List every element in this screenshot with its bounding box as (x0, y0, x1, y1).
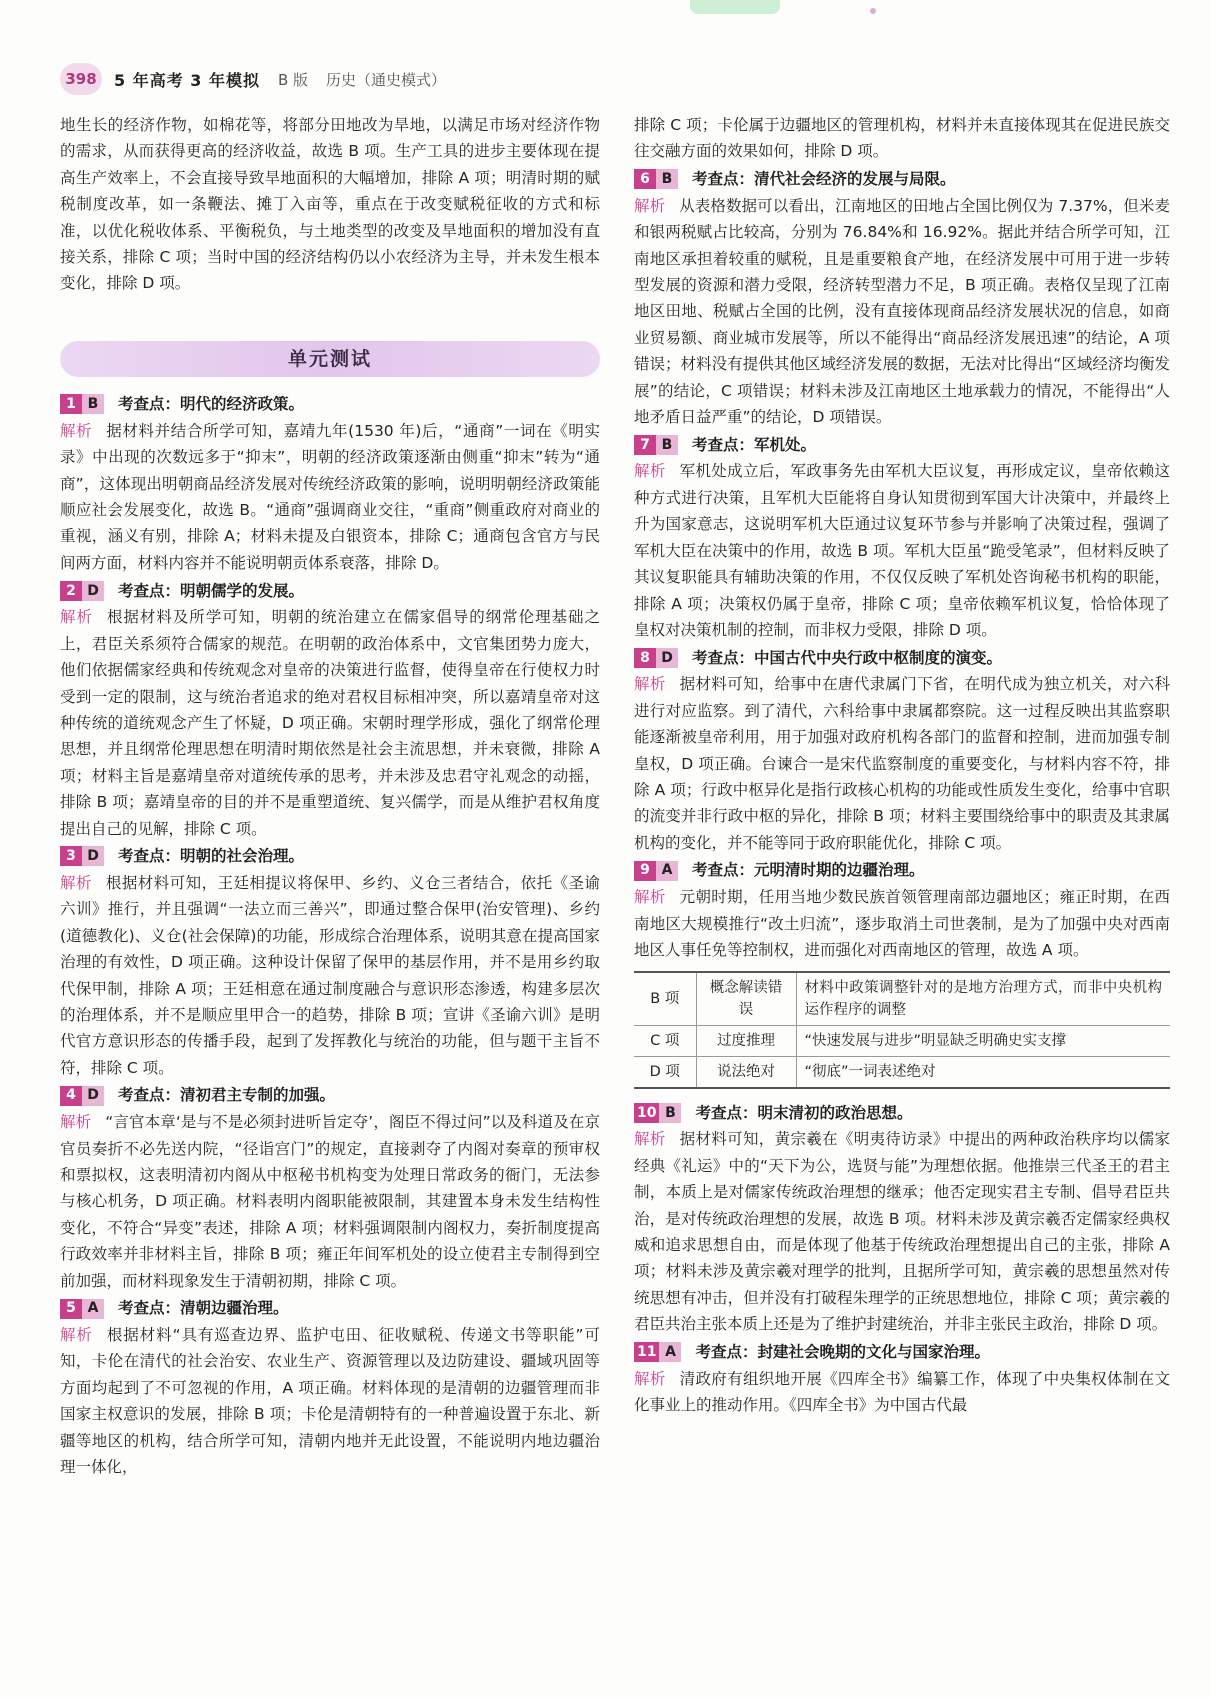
question-topic: 明末清初的政治思想。 (757, 1103, 913, 1122)
answer-letter: D (82, 846, 104, 866)
book-title: 5 年高考 3 年模拟 (114, 70, 260, 90)
continued-answer-text: 地生长的经济作物，如棉花等，将部分田地改为旱地，以满足市场对经济作物的需求，从而获得更高的经济收益，故选 B 项。生产工具的进步主要体现在提高生产效率上，不会直接导致旱地面积的大幅增加，排除 A 项；明清时期的赋税制度改革，如一条鞭法、摊丁入亩等，重点在于改变赋税征收的方式和标准，以优化税收体系、平衡税负，与土地类型的改变及旱地面积的增加没有直接关系，排除 C 项；当时中国的经济结构仍以小农经济为主导，并未发生根本变化，排除 D 项。 (60, 116, 600, 293)
table-row (634, 1026, 1170, 1057)
kaochadian-label: 考查点： (692, 170, 755, 189)
question-header (60, 1082, 600, 1109)
page-header (60, 62, 446, 96)
explanation-text: 根据材料及所学可知，明朝的统治建立在儒家倡导的纲常伦理基础之上，君臣关系须符合儒家的规范。在明朝的政治体系中，文官集团势力庞大，他们依据儒家经典和传统观念对皇帝的决策进行监督，使得皇帝在行使权力时受到一定的限制，这与统治者追求的绝对君权目标相冲突，所以嘉靖皇帝对这种传统的道统观念产生了怀疑，D 项正确。宋朝时理学形成，强化了纲常伦理思想，并且纲常伦理思想在明清时期依然是社会主流思想，并未衰微，排除 A 项；材料主旨是嘉靖皇帝对道统传承的思考，并未涉及忠君守礼观念的动摇，排除 B 项；嘉靖皇帝的目的并不是重塑道统、复兴儒学，而是从维护君权角度提出自己的见解，排除 C 项。 (60, 608, 600, 838)
jiexi-label: 解析 (60, 1113, 92, 1132)
question-number: 4 (60, 1086, 82, 1106)
explanation-paragraph (634, 671, 1170, 856)
answer-letter: D (82, 581, 104, 601)
answer-block (60, 391, 600, 576)
edition-label: B 版 (277, 70, 309, 89)
left-column (60, 112, 600, 1480)
explanation-paragraph (634, 1366, 1170, 1419)
question-header (60, 1295, 600, 1322)
kaochadian-label: 考查点： (118, 395, 181, 414)
question-number: 8 (634, 648, 656, 668)
explanation-text: “言官本章‘是与不是必须封进听旨定夺’，阁臣不得过问”以及科道及在京官员奏折不必先送内院，“径诣宫门”的规定，直接剥夺了内阁对奏章的预审权和票拟权，这表明清初内阁从中枢秘书机构变为处理日常政务的衙门，无法参与核心机务，D 项正确。材料表明内阁职能被限制，其建置本身未发生结构性变化，不符合“异变”表述，排除 A 项；材料强调限制内阁权力，奏折制度提高行政效率并非材料主旨，排除 B 项；雍正年间军机处的设立使君主专制得到空前加强，而材料现象发生于清朝初期，排除 C 项。 (60, 1113, 600, 1290)
jiexi-label: 解析 (60, 608, 93, 627)
option-analysis-table (634, 971, 1170, 1089)
page-number-badge: 398 (60, 63, 102, 95)
answer-letter: A (656, 861, 678, 881)
answer-letter: A (659, 1342, 681, 1362)
jiexi-label: 解析 (634, 1130, 666, 1149)
jiexi-label: 解析 (60, 421, 93, 440)
question-header (634, 166, 1170, 193)
jiexi-label: 解析 (634, 462, 666, 481)
question-header (634, 1339, 1170, 1366)
explanation-paragraph (60, 604, 600, 842)
kaochadian-label: 考查点： (692, 648, 755, 667)
table-cell-option: D 项 (634, 1057, 696, 1089)
explanation-paragraph (60, 418, 600, 576)
question-topic: 明朝的社会治理。 (180, 847, 305, 866)
answer-letter: B (656, 169, 678, 189)
jiexi-label: 解析 (60, 873, 92, 892)
question-header (634, 857, 1170, 884)
explanation-paragraph (634, 458, 1170, 643)
explanation-paragraph (634, 1126, 1170, 1337)
question-header (634, 644, 1170, 671)
question-number: 9 (634, 861, 656, 881)
unit-test-banner: 单元测试 (60, 341, 600, 377)
answer-letter: B (659, 1103, 681, 1123)
explanation-text: 根据材料可知，王廷相提议将保甲、乡约、义仓三者结合，依托《圣谕六训》推行，并且强调“一法立而三善兴”，即通过整合保甲(治安管理)、乡约(道德教化)、义仓(社会保障)的功能，形成综合治理体系，说明其意在提高国家治理的有效性，D 项正确。这种设计保留了保甲的基层作用，并不是用乡约取代保甲制，排除 A 项；王廷相意在通过制度融合与意识形态渗透，构建多层次的治理体系，并不是顺应里甲合一的趋势，排除 B 项；宣讲《圣谕六训》是明代官方意识形态的传播手段，起到了发挥教化与统治的功能，但与题干主旨不符，排除 C 项。 (60, 873, 600, 1077)
explanation-text: 清政府有组织地开展《四库全书》编纂工作，体现了中央集权体制在文化事业上的推动作用。《四库全书》为中国古代最 (634, 1369, 1170, 1415)
answer-block (60, 843, 600, 1081)
kaochadian-label: 考查点： (118, 1299, 181, 1318)
jiexi-label: 解析 (60, 1326, 93, 1345)
kaochadian-label: 考查点： (695, 1342, 758, 1361)
explanation-text: 据材料可知，黄宗羲在《明夷待访录》中提出的两种政治秩序均以儒家经典《礼运》中的“天下为公，选贤与能”为理想依据。他推崇三代圣王的君主制，本质上是对儒家传统政治理想的继承；他否定现实君主专制、倡导君臣共治，是对传统政治理想的发展，故选 B 项。材料未涉及黄宗羲否定儒家经典权威和追求思想自由，而是体现了他基于传统政治理想提出自己的主张，排除 A 项；材料未涉及黄宗羲对理学的批判，且据所学可知，黄宗羲的思想虽然对传统思想有冲击，但并没有打破程朱理学的正统思想地位，排除 C 项；黄宗羲的君臣共治主张本质上还是为了维护封建统治，并非主张民主政治，排除 D 项。 (634, 1130, 1170, 1334)
jiexi-label: 解析 (634, 196, 666, 215)
question-topic: 明朝儒学的发展。 (180, 581, 305, 600)
answer-block (634, 1099, 1170, 1337)
answer-block (634, 857, 1170, 963)
question-header (634, 1099, 1170, 1126)
table-cell-type: 概念解读错误 (696, 972, 796, 1026)
table-cell-type: 说法绝对 (696, 1057, 796, 1089)
explanation-paragraph (60, 1322, 600, 1480)
question-number: 11 (634, 1342, 659, 1362)
kaochadian-label: 考查点： (118, 847, 181, 866)
answer-block (634, 431, 1170, 643)
question-header (60, 843, 600, 870)
answer-block (60, 1082, 600, 1294)
answer-letter: B (82, 394, 104, 414)
explanation-paragraph (634, 884, 1170, 963)
kaochadian-label: 考查点： (695, 1103, 758, 1122)
answer-block (634, 1339, 1170, 1419)
question-header (634, 431, 1170, 458)
explanation-paragraph (634, 193, 1170, 431)
question-header (60, 577, 600, 604)
table-cell-option: B 项 (634, 972, 696, 1026)
jiexi-label: 解析 (634, 1369, 666, 1388)
question-topic: 清代社会经济的发展与局限。 (754, 170, 956, 189)
right-column (634, 112, 1170, 1418)
continued-answer-text: 排除 C 项；卡伦属于边疆地区的管理机构，材料并未直接体现其在促进民族交往交融方面的效果如何，排除 D 项。 (634, 116, 1170, 161)
question-number: 3 (60, 846, 82, 866)
answer-block (634, 166, 1170, 431)
question-topic: 中国古代中央行政中枢制度的演变。 (754, 648, 1003, 667)
question-header (60, 391, 600, 418)
subject-label: 历史（通史模式） (326, 70, 447, 89)
answer-block (60, 577, 600, 842)
explanation-text: 据材料可知，给事中在唐代隶属门下省，在明代成为独立机关，对六科进行对应监察。到了清代，六科给事中隶属都察院。这一过程反映出其监察职能逐渐被皇帝利用，用于加强对政府机构各部门的监督和控制，进而加强专制皇权，D 项正确。台谏合一是宋代监察制度的重要变化，与材料内容不符，排除 A 项；行政中枢异化是指行政核心机构的功能或性质发生变化，给事中官职的流变并非行政中枢的异化，排除 B 项；材料主要围绕给事中的职责及其隶属机构的变化，并不能等同于政府职能优化，排除 C 项。 (634, 675, 1170, 852)
question-topic: 军机处。 (754, 435, 817, 454)
jiexi-label: 解析 (634, 888, 666, 907)
question-number: 7 (634, 435, 656, 455)
top-dot-decoration (870, 8, 876, 14)
table-cell-type: 过度推理 (696, 1026, 796, 1057)
table-cell-option: C 项 (634, 1026, 696, 1057)
kaochadian-label: 考查点： (692, 861, 755, 880)
question-topic: 明代的经济政策。 (180, 395, 305, 414)
explanation-text: 元朝时期，任用当地少数民族首领管理南部边疆地区；雍正时期，在西南地区大规模推行“改土归流”，逐步取消土司世袭制，是为了加强中央对西南地区人事任免等控制权，进而强化对西南地区的管理，故选 A 项。 (634, 888, 1170, 959)
question-number: 5 (60, 1299, 82, 1319)
kaochadian-label: 考查点： (692, 435, 755, 454)
answer-letter: D (82, 1086, 104, 1106)
answer-letter: A (82, 1299, 104, 1319)
jiexi-label: 解析 (634, 675, 666, 694)
question-number: 2 (60, 581, 82, 601)
answer-block (60, 1295, 600, 1480)
question-topic: 元明清时期的边疆治理。 (754, 861, 925, 880)
question-number: 6 (634, 169, 656, 189)
explanation-paragraph (60, 1109, 600, 1294)
kaochadian-label: 考查点： (118, 1086, 181, 1105)
table-row (634, 972, 1170, 1026)
explanation-text: 据材料并结合所学可知，嘉靖九年(1530 年)后，“通商”一词在《明实录》中出现的次数远多于“抑末”，明朝的经济政策逐渐由侧重“抑末”转为“通商”，这体现出明朝商品经济发展对传统经济政策的影响，说明明朝经济政策能顺应社会发展变化，故选 B。“通商”强调商业交往，“重商”侧重政府对商业的重视，涵义有别，排除 A；材料未提及白银资本，排除 C；通商包含官方与民间两方面，材料内容并不能说明朝贡体系衰落，排除 D。 (60, 421, 600, 572)
table-cell-desc: “彻底”一词表述绝对 (796, 1057, 1170, 1089)
answer-letter: D (656, 648, 678, 668)
explanation-text: 军机处成立后，军政事务先由军机大臣议复，再形成定议，皇帝依赖这种方式进行决策，且军机大臣能将自身认知贯彻到军国大计决策中，并最终上升为国家意志，这说明军机大臣通过议复环节参与并影响了决策过程，强调了军机大臣在决策中的作用，故选 B 项。军机大臣虽“跪受笔录”，但材料反映了其议复职能具有辅助决策的作用，不仅仅反映了军机处咨询秘书机构的职能，排除 A 项；决策权仍属于皇帝，排除 C 项；皇帝依赖军机议复，恰恰体现了皇权对决策机制的控制，而非权力受限，排除 D 项。 (634, 462, 1170, 639)
question-topic: 封建社会晚期的文化与国家治理。 (757, 1342, 991, 1361)
top-decoration (690, 0, 780, 14)
table-cell-desc: “快速发展与进步”明显缺乏明确史实支撑 (796, 1026, 1170, 1057)
table-row (634, 1057, 1170, 1089)
kaochadian-label: 考查点： (118, 581, 181, 600)
answer-block (634, 644, 1170, 856)
question-number: 10 (634, 1103, 659, 1123)
question-topic: 清初君主专制的加强。 (180, 1086, 336, 1105)
question-number: 1 (60, 394, 82, 414)
explanation-text: 根据材料“具有巡查边界、监护屯田、征收赋税、传递文书等职能”可知，卡伦在清代的社会治安、农业生产、资源管理以及边防建设、疆域巩固等方面均起到了不可忽视的作用，A 项正确。材料体现的是清朝的边疆管理而非国家主权意识的发展，排除 B 项；卡伦是清朝特有的一种普遍设置于东北、新疆等地区的机构，结合所学可知，清朝内地并无此设置，不能说明内地边疆治理一体化， (60, 1326, 600, 1477)
table-cell-desc: 材料中政策调整针对的是地方治理方式，而非中央机构运作程序的调整 (796, 972, 1170, 1026)
answer-letter: B (656, 435, 678, 455)
question-topic: 清朝边疆治理。 (180, 1299, 289, 1318)
explanation-paragraph (60, 870, 600, 1081)
explanation-text: 从表格数据可以看出，江南地区的田地占全国比例仅为 7.37%，但米麦和银两税赋占比较高，分别为 76.84%和 16.92%。据此并结合所学可知，江南地区承担着较重的赋税，且是重要粮食产地，在经济发展中可用于进一步转型发展的资源和潜力受限，经济转型潜力不足，B 项正确。表格仅呈现了江南地区田地、税赋占全国的比例，没有直接体现商品经济发展状况的信息，如商业贸易额、商业城市发展等，所以不能得出“商品经济发展迅速”的结论，A 项错误；材料没有提供其他区域经济发展的数据，无法对比得出“区域经济均衡发展”的结论，C 项错误；材料未涉及江南地区土地承载力的情况，不能得出“人地矛盾日益严重”的结论，D 项错误。 (634, 196, 1170, 427)
